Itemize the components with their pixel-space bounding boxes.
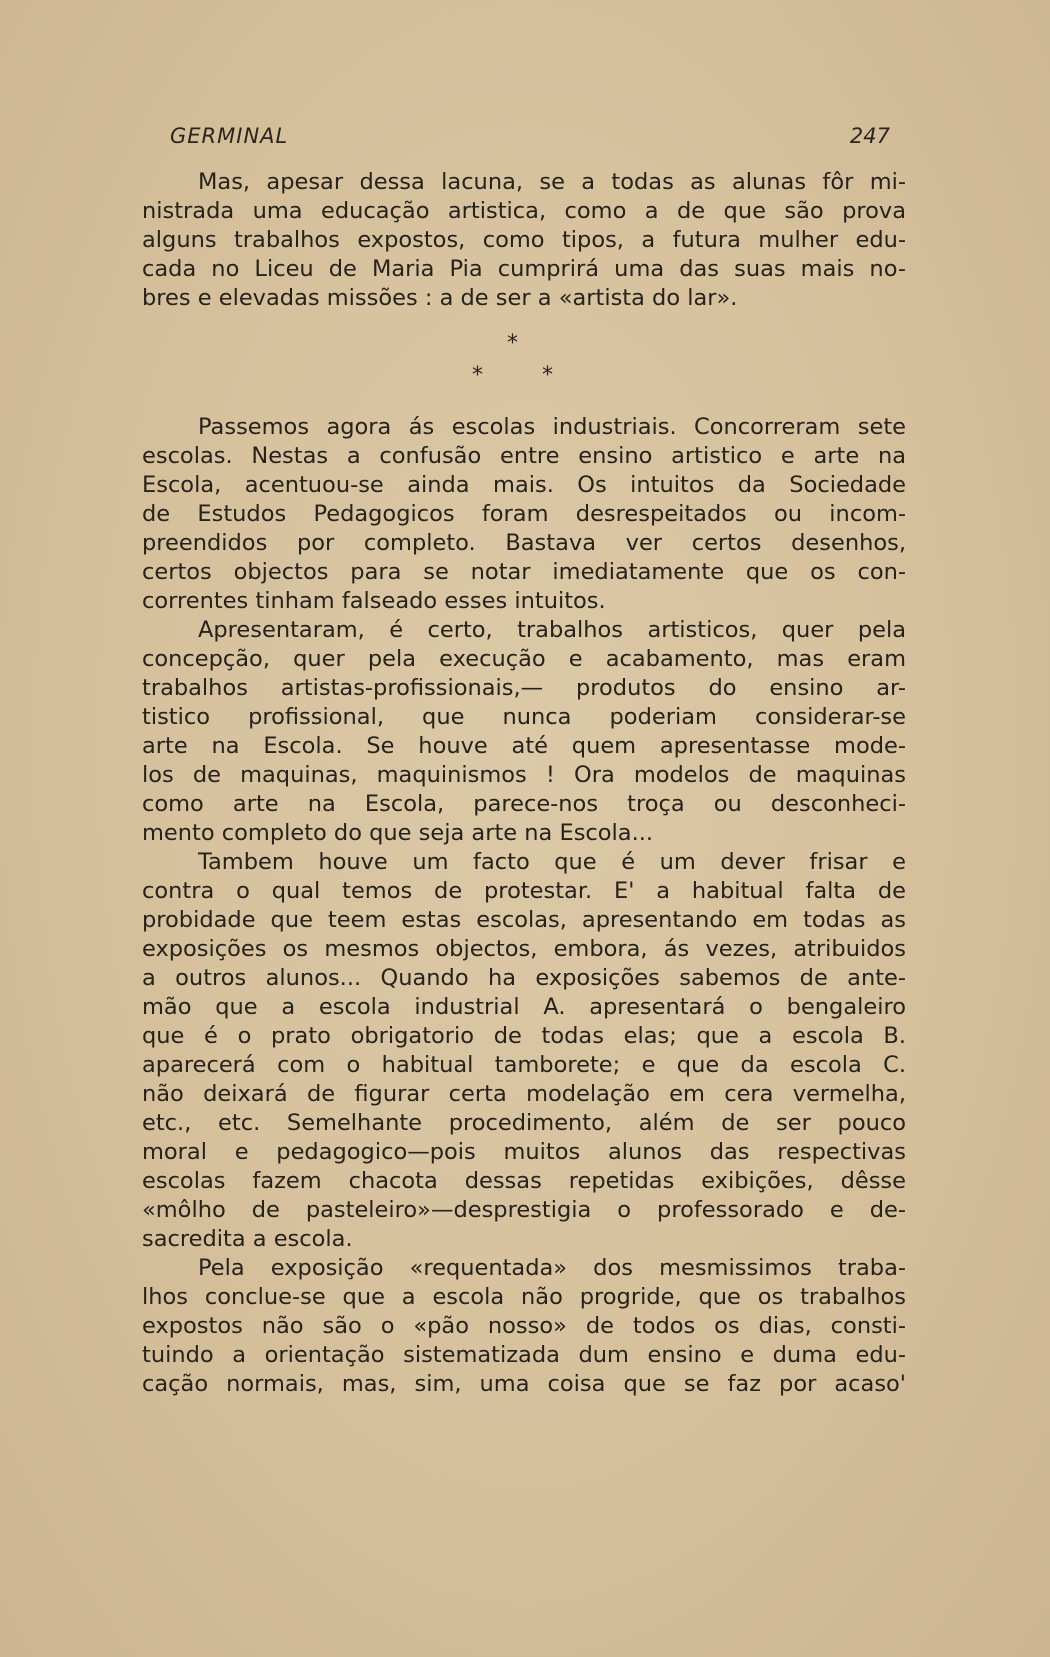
text-line: Pela exposição «requentada» dos mesmissimos traba- bbox=[198, 1255, 906, 1281]
text-line: cação normais, mas, sim, uma coisa que se faz por acaso' bbox=[142, 1371, 906, 1397]
text-line: expostos não são o «pão nosso» de todos os dias, consti- bbox=[142, 1313, 906, 1339]
text-line: moral e pedagogico—pois muitos alunos das respectivas bbox=[142, 1139, 906, 1165]
text-line: alguns trabalhos expostos, como tipos, a futura mulher edu- bbox=[142, 227, 906, 253]
text-line: escolas fazem chacota dessas repetidas exibições, dêsse bbox=[142, 1168, 906, 1194]
text-line: arte na Escola. Se houve até quem apresentasse mode- bbox=[142, 733, 906, 759]
text-line: mento completo do que seja arte na Escola... bbox=[142, 820, 654, 846]
text-line: que é o prato obrigatorio de todas elas; que a escola B. bbox=[142, 1023, 906, 1049]
text-line: trabalhos artistas-profissionais,— produtos do ensino ar- bbox=[142, 675, 906, 701]
section-separator bbox=[142, 325, 906, 405]
running-head: GERMINAL bbox=[170, 124, 289, 148]
text-line: sacredita a escola. bbox=[142, 1226, 353, 1252]
text-line: lhos conclue-se que a escola não progride, que os trabalhos bbox=[142, 1284, 906, 1310]
text-line: nistrada uma educação artistica, como a de que são prova bbox=[142, 198, 906, 224]
paragraph-conclusion bbox=[142, 1254, 906, 1399]
text-line: de Estudos Pedagogicos foram desrespeitados ou incom- bbox=[142, 501, 906, 527]
text-line: exposições os mesmos objectos, embora, ás vezes, atribuidos bbox=[142, 936, 906, 962]
text-line: preendidos por completo. Bastava ver certos desenhos, bbox=[142, 530, 906, 556]
text-line: como arte na Escola, parece-nos troça ou desconheci- bbox=[142, 791, 906, 817]
paragraph-intro bbox=[142, 168, 906, 313]
text-line: tistico profissional, que nunca poderiam considerar-se bbox=[142, 704, 906, 730]
text-line: «môlho de pasteleiro»—desprestigia o professorado e de- bbox=[142, 1197, 906, 1223]
asterism-star: * bbox=[507, 331, 518, 356]
paragraph-industrial-schools bbox=[142, 413, 906, 616]
text-line: certos objectos para se notar imediatamente que os con- bbox=[142, 559, 906, 585]
page-header bbox=[170, 124, 890, 154]
page-number: 247 bbox=[849, 124, 890, 148]
text-line: correntes tinham falseado esses intuitos. bbox=[142, 588, 606, 614]
text-line: aparecerá com o habitual tamborete; e que da escola C. bbox=[142, 1052, 906, 1078]
text-line: Escola, acentuou-se ainda mais. Os intuitos da Sociedade bbox=[142, 472, 906, 498]
text-line: escolas. Nestas a confusão entre ensino artistico e arte na bbox=[142, 443, 906, 469]
text-line: não deixará de figurar certa modelação em cera vermelha, bbox=[142, 1081, 906, 1107]
text-line: bres e elevadas missões : a de ser a «artista do lar». bbox=[142, 285, 738, 311]
text-line: contra o qual temos de protestar. E' a habitual falta de bbox=[142, 878, 906, 904]
asterism-star: * bbox=[472, 363, 483, 388]
paragraph-presented-works bbox=[142, 616, 906, 848]
text-line: Mas, apesar dessa lacuna, se a todas as alunas fôr mi- bbox=[198, 169, 906, 195]
paragraph-protest bbox=[142, 848, 906, 1254]
asterism-star: * bbox=[542, 363, 553, 388]
text-line: etc., etc. Semelhante procedimento, além de ser pouco bbox=[142, 1110, 906, 1136]
text-line: Tambem houve um facto que é um dever frisar e bbox=[198, 849, 906, 875]
text-line: concepção, quer pela execução e acabamento, mas eram bbox=[142, 646, 906, 672]
text-line: probidade que teem estas escolas, apresentando em todas as bbox=[142, 907, 906, 933]
text-line: mão que a escola industrial A. apresentará o bengaleiro bbox=[142, 994, 906, 1020]
text-line: a outros alunos... Quando ha exposições sabemos de ante- bbox=[142, 965, 906, 991]
body-text bbox=[142, 168, 906, 1399]
text-line: Apresentaram, é certo, trabalhos artisticos, quer pela bbox=[198, 617, 906, 643]
text-line: Passemos agora ás escolas industriais. Concorreram sete bbox=[198, 414, 906, 440]
text-line: cada no Liceu de Maria Pia cumprirá uma das suas mais no- bbox=[142, 256, 906, 282]
text-line: tuindo a orientação sistematizada dum ensino e duma edu- bbox=[142, 1342, 906, 1368]
text-line: los de maquinas, maquinismos ! Ora modelos de maquinas bbox=[142, 762, 906, 788]
